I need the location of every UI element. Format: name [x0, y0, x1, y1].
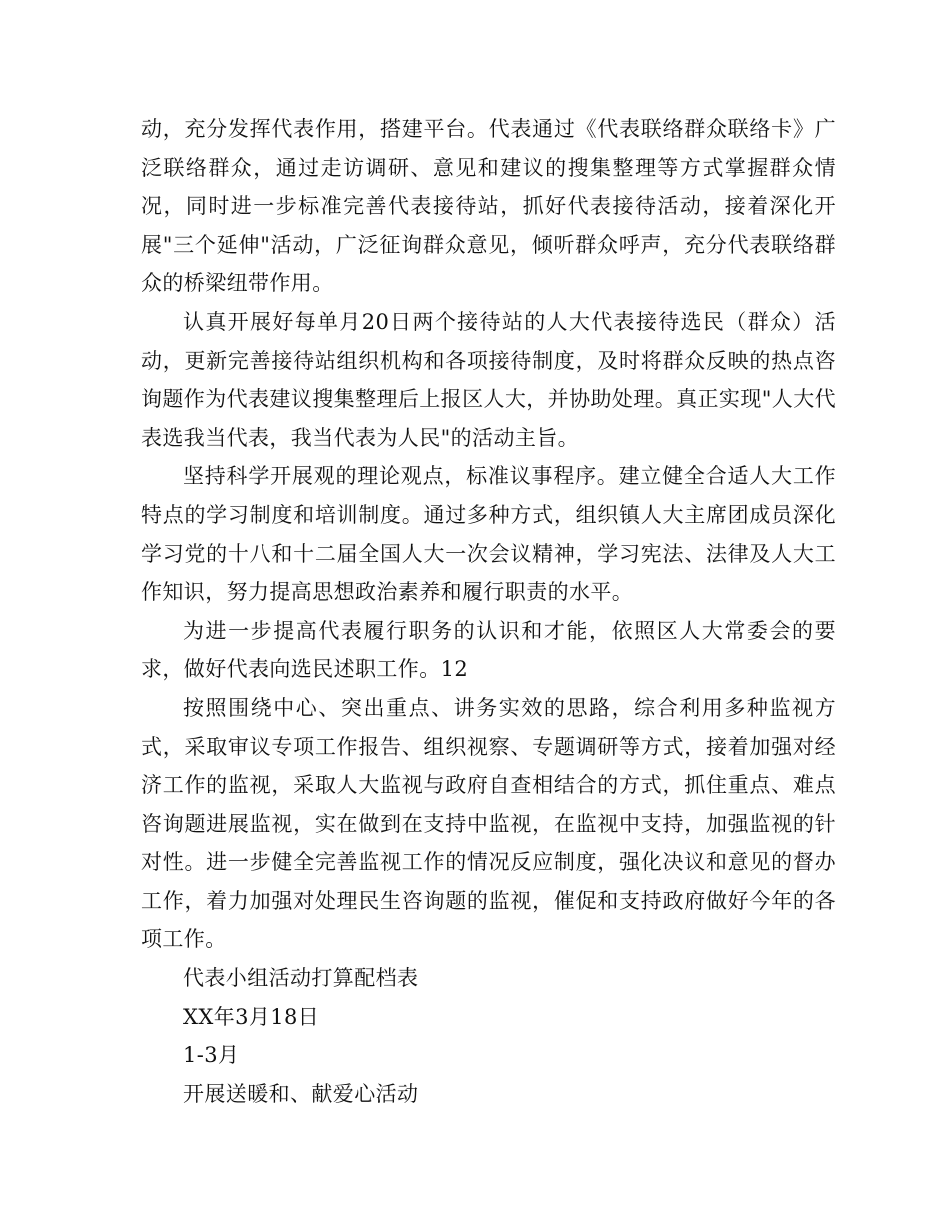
paragraph: 坚持科学开展观的理论观点，标准议事程序。建立健全合适人大工作特点的学习制度和培训制度。通过多种方式，组织镇人大主席团成员深化学习党的十八和十二届全国人大一次会议精神，学习宪法、法律及人大工作知识，努力提高思想政治素养和履行职责的水平。: [141, 464, 836, 605]
period-line: 1-3月: [183, 1043, 240, 1068]
paragraph: 认真开展好每单月20日两个接待站的人大代表接待选民（群众）活动，更新完善接待站组织机构和各项接待制度，及时将群众反映的热点咨询题作为代表建议搜集整理后上报区人大，并协助处理。真正实现"人大代表选我当代表，我当代表为人民"的活动主旨。: [141, 309, 836, 450]
document-body: [141, 110, 836, 1113]
paragraph: 按照围绕中心、突出重点、讲务实效的思路，综合利用多种监视方式，采取审议专项工作报告、组织视察、专题调研等方式，接着加强对经济工作的监视，采取人大监视与政府自查相结合的方式，抓住重点、难点咨询题进展监视，实在做到在支持中监视，在监视中支持，加强监视的针对性。进一步健全完善监视工作的情况反应制度，强化决议和意见的督办工作，着力加强对处理民生咨询题的监视，催促和支持政府做好今年的各项工作。: [141, 695, 836, 952]
paragraph: 为进一步提高代表履行职务的认识和才能，依照区人大常委会的要求，做好代表向选民述职工作。12: [141, 618, 836, 682]
table-title-line: 代表小组活动打算配档表: [183, 966, 419, 991]
paragraph: 动，充分发挥代表作用，搭建平台。代表通过《代表联络群众联络卡》广泛联络群众，通过走访调研、意见和建议的搜集整理等方式掌握群众情况，同时进一步标准完善代表接待站，抓好代表接待活动，接着深化开展"三个延伸"活动，广泛征询群众意见，倾听群众呼声，充分代表联络群众的桥梁纽带作用。: [141, 117, 836, 296]
activity-line: 开展送暖和、献爱心活动: [183, 1081, 419, 1106]
date-line: XX年3月18日: [183, 1004, 320, 1029]
